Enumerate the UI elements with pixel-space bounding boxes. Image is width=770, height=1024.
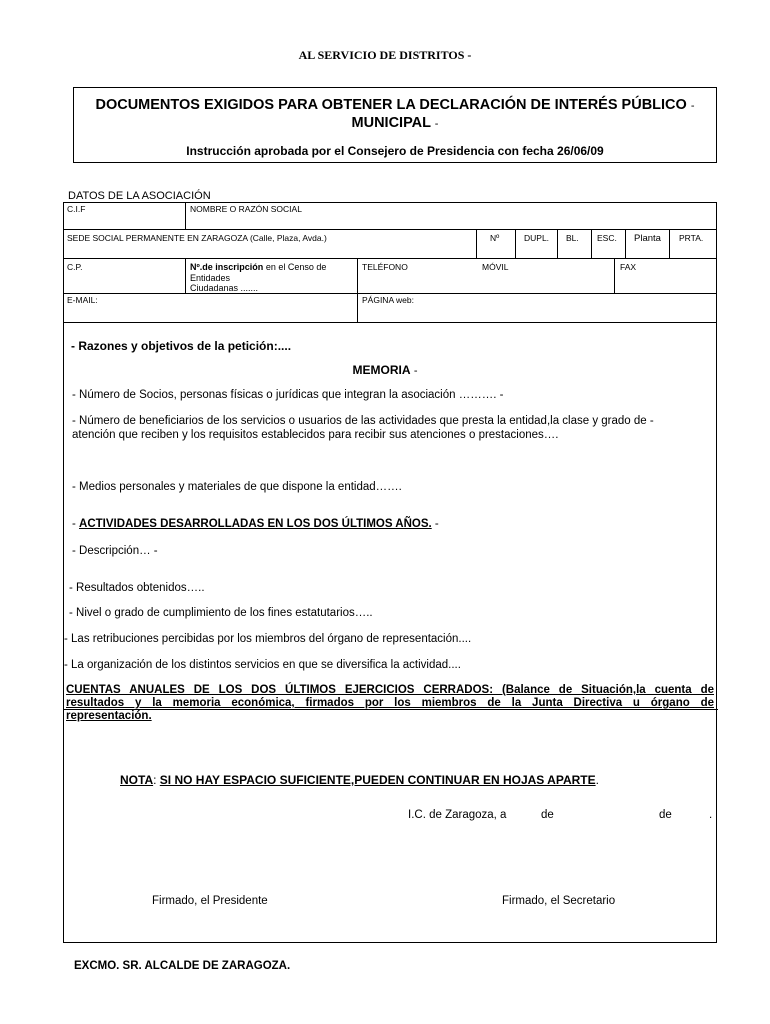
actividades-heading: - ACTIVIDADES DESARROLLADAS EN LOS DOS ÚLTIMOS AÑOS. - — [72, 518, 439, 530]
esc-field[interactable]: ESC. — [597, 233, 617, 243]
nota: NOTA: SI NO HAY ESPACIO SUFICIENTE,PUEDEN CONTINUAR EN HOJAS APARTE. — [120, 773, 599, 787]
date-dot: . — [709, 809, 713, 821]
firma-presidente: Firmado, el Presidente — [152, 895, 268, 907]
inscripcion-field[interactable]: Nº.de inscripción en el Censo de Entidades Ciudadanas ....... — [190, 262, 327, 293]
addressee: EXCMO. SR. ALCALDE DE ZARAGOZA. — [74, 960, 291, 972]
title-line2: MUNICIPAL — [351, 115, 431, 131]
razones-heading: - Razones y objetivos de la petición:.... — [71, 339, 292, 353]
organizacion-item: - La organización de los distintos servicios en que se diversifica la actividad.... — [64, 659, 461, 671]
cuentas-line3: representación. — [66, 710, 152, 722]
title-line1: DOCUMENTOS EXIGIDOS PARA OBTENER LA DECLARACIÓN DE INTERÉS PÚBLICO — [95, 97, 687, 113]
section-title: DATOS DE LA ASOCIACIÓN — [68, 190, 211, 202]
retribuciones-item: - Las retribuciones percibidas por los miembros del órgano de representación.... — [64, 633, 472, 645]
resultados-item: - Resultados obtenidos….. — [69, 582, 205, 594]
cif-field[interactable]: C.I.F — [67, 204, 86, 214]
nivel-item: - Nivel o grado de cumplimiento de los fines estatutarios….. — [69, 607, 373, 619]
telefono-field[interactable]: TELÉFONO — [362, 262, 408, 272]
instruction-text: Instrucción aprobada por el Consejero de Presidencia con fecha 26/06/09 — [186, 144, 604, 158]
memoria-title: MEMORIA - — [352, 363, 418, 377]
row-divider — [63, 293, 717, 294]
number-field[interactable]: Nº — [490, 233, 500, 243]
address-field[interactable]: SEDE SOCIAL PERMANENTE EN ZARAGOZA (Calle, Plaza, Avda.) — [67, 233, 327, 243]
movil-field[interactable]: MÓVIL — [482, 262, 509, 272]
place-label: I.C. de Zaragoza, a — [408, 809, 507, 821]
dupl-field[interactable]: DUPL. — [524, 233, 550, 243]
planta-field[interactable]: Planta — [634, 233, 661, 244]
service-heading: AL SERVICIO DE DISTRITOS - — [298, 48, 472, 62]
document-title: DOCUMENTOS EXIGIDOS PARA OBTENER LA DECLARACIÓN DE INTERÉS PÚBLICO - MUNICIPAL - — [95, 97, 695, 131]
beneficiarios-line2: atención que reciben y los requisitos establecidos para recibir sus atenciones o prestaciones…. — [72, 429, 559, 441]
cp-field[interactable]: C.P. — [67, 262, 83, 272]
descripcion-item: - Descripción… - — [72, 545, 158, 557]
web-field[interactable]: PÁGINA web: — [362, 295, 414, 305]
cuentas-line1: CUENTAS ANUALES DE LOS DOS ÚLTIMOS EJERCICIOS CERRADOS: (Balance de Situación,la cuenta de — [66, 684, 714, 696]
medios-item: - Medios personales y materiales de que dispone la entidad……. — [72, 481, 402, 493]
bl-field[interactable]: BL. — [566, 233, 579, 243]
row-divider — [63, 258, 717, 259]
firma-secretario: Firmado, el Secretario — [502, 895, 616, 907]
socios-item: - Número de Socios, personas físicas o jurídicas que integran la asociación ………. - — [72, 389, 504, 401]
email-field[interactable]: E-MAIL: — [67, 295, 98, 305]
date-de-2: de — [659, 809, 672, 821]
name-field[interactable]: NOMBRE O RAZÓN SOCIAL — [190, 204, 302, 214]
row-divider — [63, 229, 717, 230]
date-de-1: de — [541, 809, 554, 821]
fax-field[interactable]: FAX — [620, 262, 637, 272]
title-box — [73, 87, 717, 163]
beneficiarios-line1: - Número de beneficiarios de los servicios o usuarios de las actividades que presta la entidad,la clase y grado de - — [72, 415, 654, 427]
cuentas-line2: resultados y la memoria económica, firmados por los miembros de la Junta Directiva u órgano de — [66, 697, 714, 709]
prta-field[interactable]: PRTA. — [679, 233, 704, 243]
